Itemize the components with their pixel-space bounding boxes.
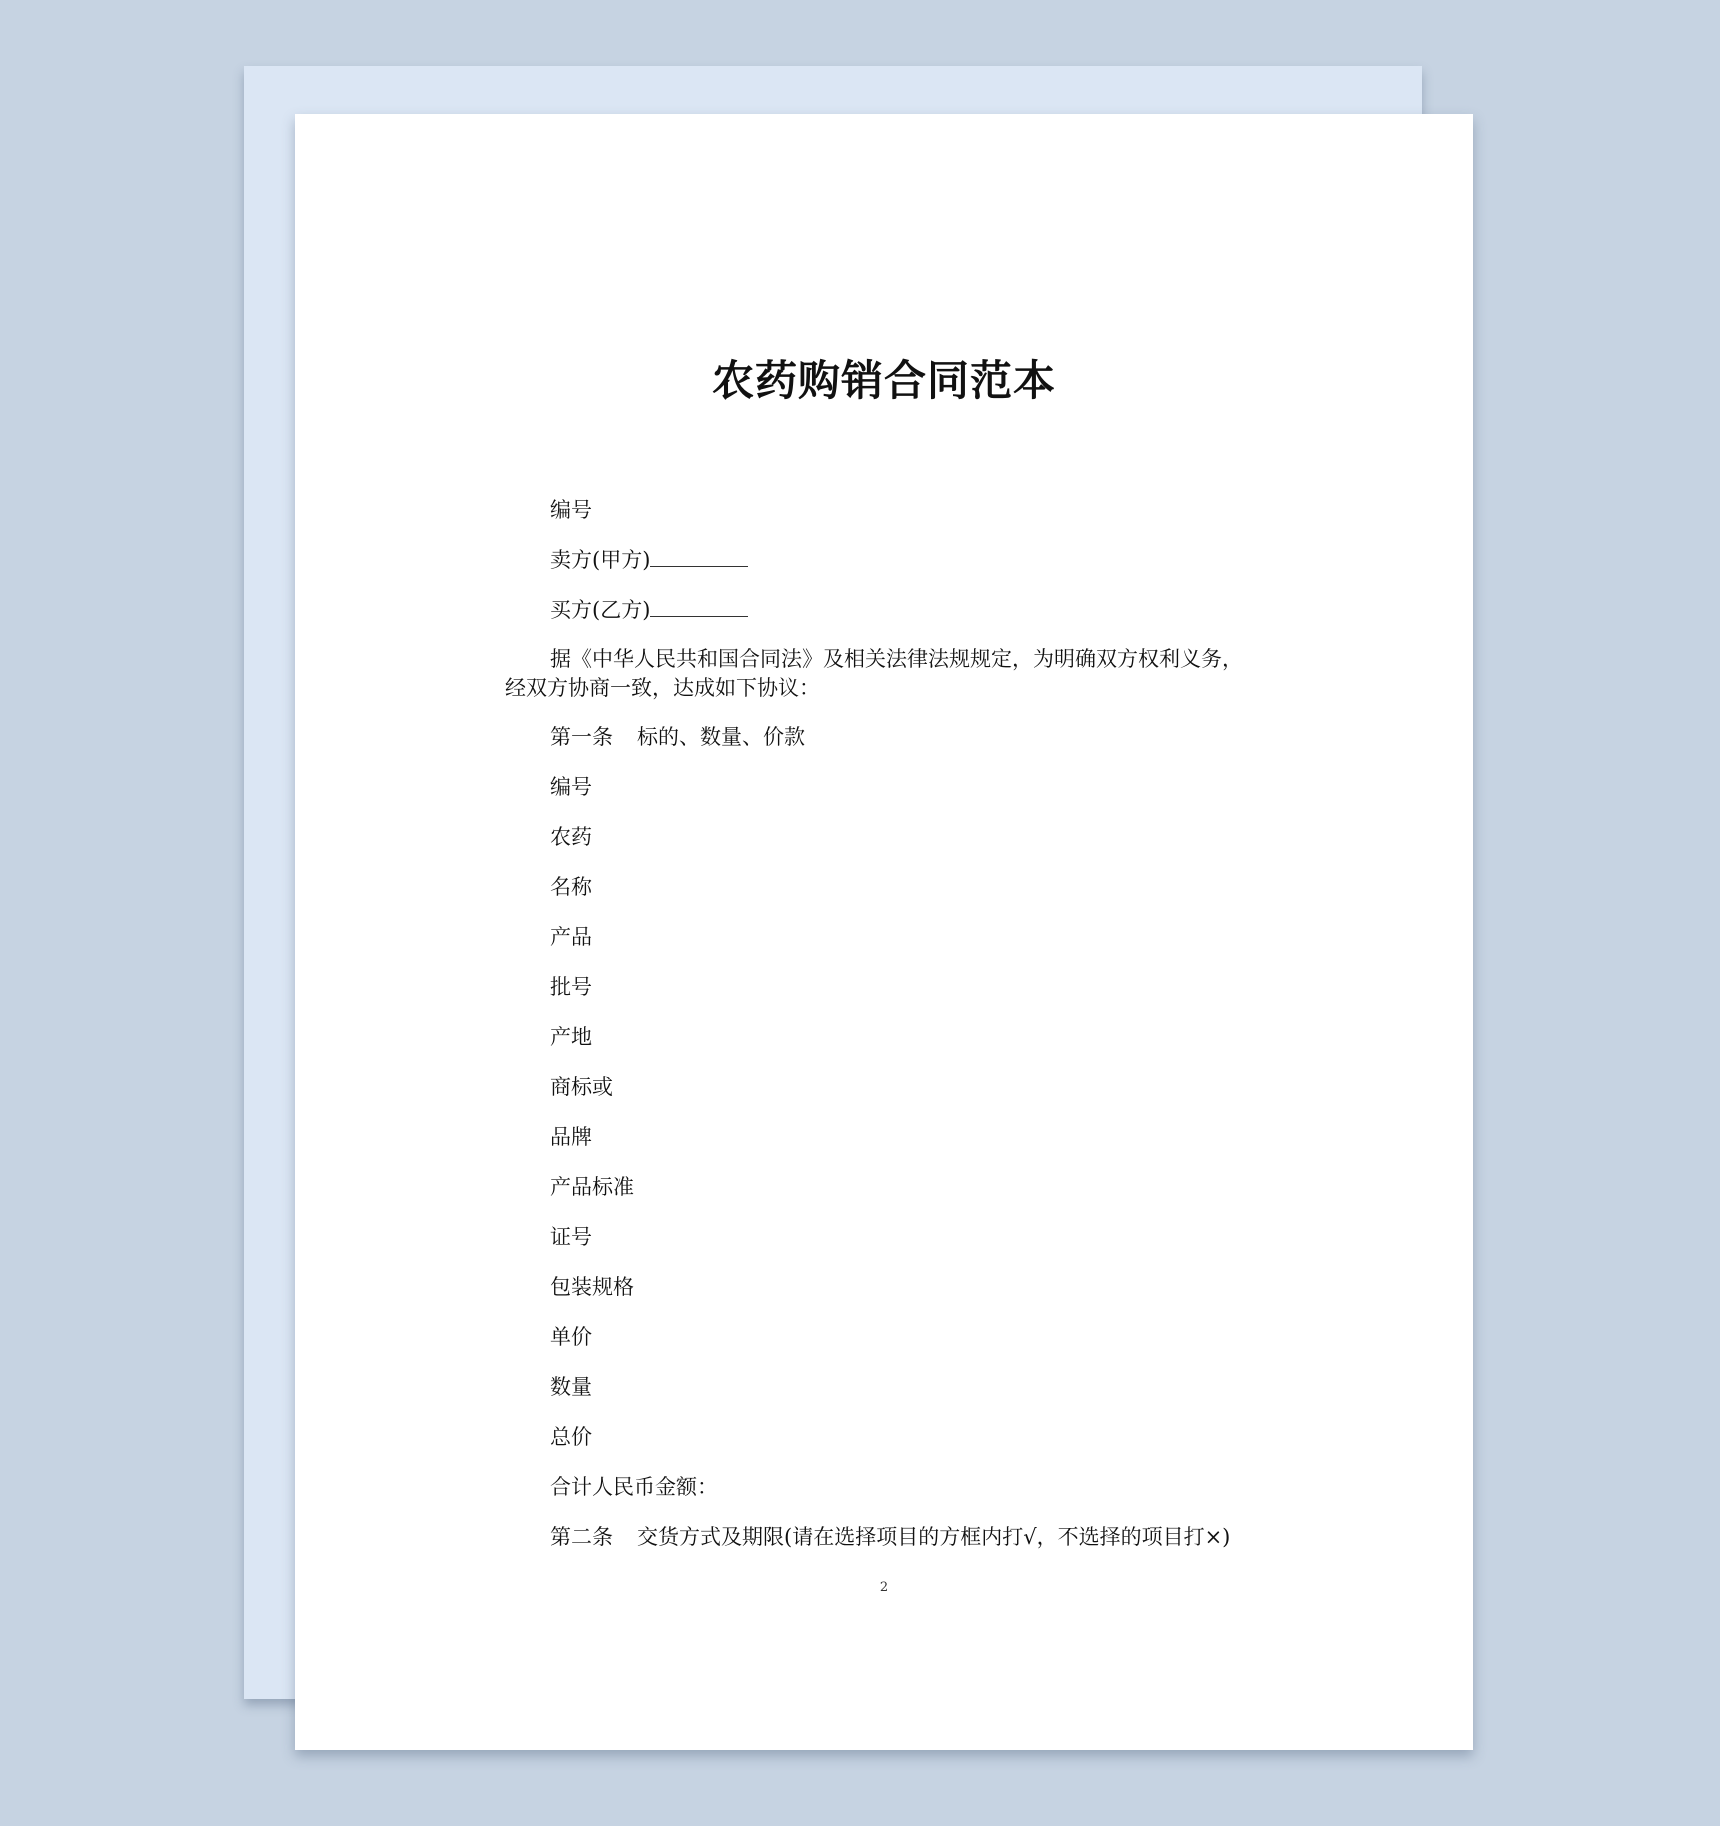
- field-buyer: [550, 597, 748, 623]
- list-item: 总价: [550, 1425, 592, 1449]
- article-1-number: 第一条: [550, 725, 613, 749]
- list-item: 数量: [550, 1375, 592, 1399]
- intro-paragraph: [505, 645, 1305, 703]
- seller-label: 卖方(甲方): [550, 548, 651, 572]
- list-item: 单价: [550, 1325, 592, 1349]
- list-item: 名称: [550, 875, 592, 899]
- document-page: [295, 114, 1473, 1750]
- article-1-heading: [550, 724, 805, 750]
- list-item: 产地: [550, 1025, 592, 1049]
- list-item: 编号: [550, 775, 592, 799]
- list-item: 产品: [550, 925, 592, 949]
- article-1-title: 标的、数量、价款: [637, 725, 805, 749]
- list-item: 产品标准: [550, 1175, 634, 1199]
- total-amount-label: 合计人民币金额：: [550, 1475, 718, 1499]
- intro-line-2: 经双方协商一致，达成如下协议：: [505, 676, 820, 700]
- list-item: 商标或: [550, 1075, 613, 1099]
- field-seller: [550, 547, 748, 573]
- page-number: 2: [879, 1580, 889, 1595]
- buyer-label: 买方(乙方): [550, 598, 651, 622]
- intro-line-1: 据《中华人民共和国合同法》及相关法律法规规定，为明确双方权利义务，: [550, 647, 1243, 671]
- list-item: 包装规格: [550, 1275, 634, 1299]
- list-item: 证号: [550, 1225, 592, 1249]
- buyer-blank-line: [650, 598, 748, 617]
- field-number-label: 编号: [550, 498, 592, 522]
- document-title: 农药购销合同范本: [711, 356, 1056, 405]
- seller-blank-line: [650, 548, 748, 567]
- list-item: 农药: [550, 825, 592, 849]
- list-item: 批号: [550, 975, 592, 999]
- article-2-heading: [550, 1524, 1230, 1550]
- article-2-title: 交货方式及期限(请在选择项目的方框内打√，不选择的项目打×): [637, 1525, 1231, 1549]
- list-item: 品牌: [550, 1125, 592, 1149]
- article-2-number: 第二条: [550, 1525, 613, 1549]
